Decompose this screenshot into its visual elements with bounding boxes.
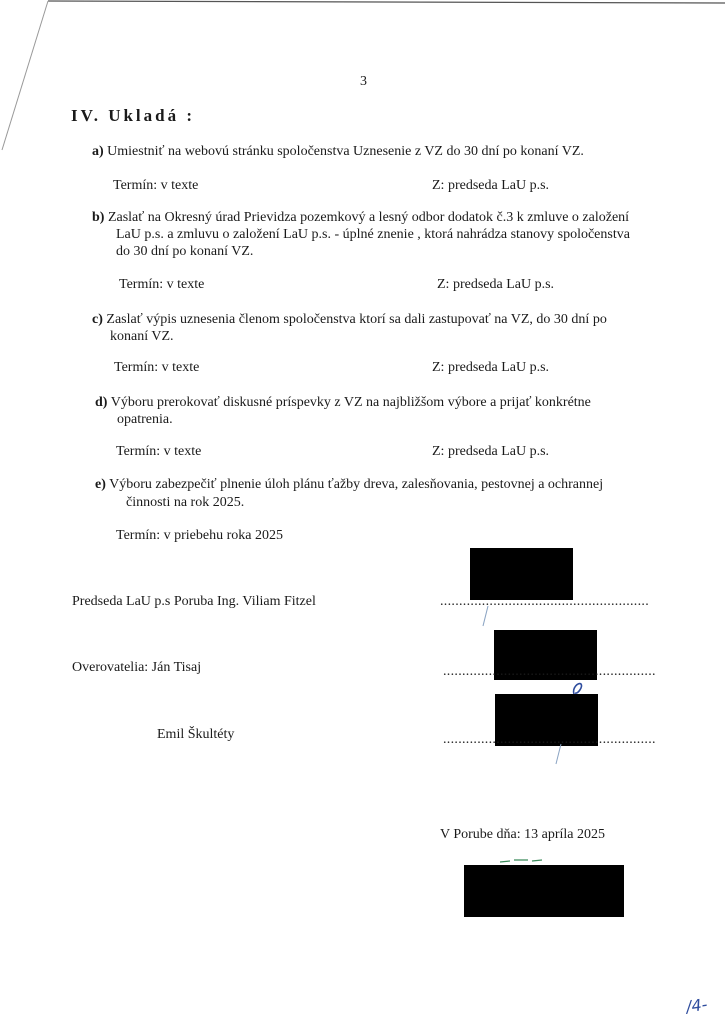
verifier-1-label: Overovatelia: Ján Tisaj	[72, 660, 202, 675]
item-b-zodpovedny: Z: predseda LaU p.s.	[437, 277, 555, 292]
item-text-line: konaní VZ.	[110, 329, 174, 344]
item-text-line: Zaslať výpis uznesenia členom spoločenstva ktorí sa dali zastupovať na VZ, do 30 dní po	[106, 312, 607, 327]
item-b-termin: Termín: v texte	[119, 277, 205, 292]
pen-stroke	[552, 742, 566, 766]
item-text-line: Výboru zabezpečiť plnenie úloh plánu ťažby dreva, zalesňovania, pestovnej a ochrannej	[109, 477, 604, 492]
chairman-label: Predseda LaU p.s Poruba Ing. Viliam Fitzel	[72, 594, 316, 609]
item-text-line: Výboru prerokovať diskusné príspevky z VZ na najbližšom výbore a prijať konkrétne	[110, 395, 591, 410]
item-a-zodpovedny: Z: predseda LaU p.s.	[432, 178, 550, 193]
item-text-line: Zaslať na Okresný úrad Prievidza pozemkový a lesný odbor dodatok č.3 k zmluve o založení	[107, 210, 630, 225]
corner-handwritten-mark: /4-	[684, 994, 709, 1017]
item-text-line: opatrenia.	[117, 412, 173, 427]
item-c-zodpovedny: Z: predseda LaU p.s.	[432, 360, 550, 375]
redacted-stamp-box	[464, 865, 624, 917]
place-date: V Porube dňa: 13 apríla 2025	[440, 827, 605, 842]
section-heading: IV. Ukladá :	[71, 106, 196, 125]
item-letter: e)	[95, 477, 106, 492]
item-letter: c)	[92, 312, 103, 327]
verifier-2-label: Emil Škultéty	[157, 727, 235, 742]
verifier-1-signature-line: ........................................................	[443, 664, 656, 679]
item-letter: a)	[92, 144, 104, 159]
page-number: 3	[360, 74, 367, 89]
item-letter: d)	[95, 395, 108, 410]
item-text-line: do 30 dní po konaní VZ.	[116, 244, 254, 259]
item-a	[92, 142, 584, 161]
item-text-line: činnosti na rok 2025.	[126, 495, 245, 510]
item-text-line: LaU p.s. a zmluvu o založení LaU p.s. - úplné znenie , ktorá nahrádza stanovy spoločenstva	[116, 227, 630, 242]
item-e-termin: Termín: v priebehu roka 2025	[116, 528, 283, 543]
chairman-signature-line: .......................................................	[440, 594, 649, 609]
item-d-zodpovedny: Z: predseda LaU p.s.	[432, 444, 550, 459]
item-letter: b)	[92, 210, 105, 225]
pen-stroke	[480, 604, 492, 628]
item-d-termin: Termín: v texte	[116, 444, 202, 459]
item-e	[95, 475, 603, 494]
item-a-termin: Termín: v texte	[113, 178, 199, 193]
item-c-termin: Termín: v texte	[114, 360, 200, 375]
item-text-line: Umiestniť na webovú stránku spoločenstva Uznesenie z VZ do 30 dní po konaní VZ.	[107, 144, 584, 159]
verifier-2-signature-line: ........................................................	[443, 732, 656, 747]
